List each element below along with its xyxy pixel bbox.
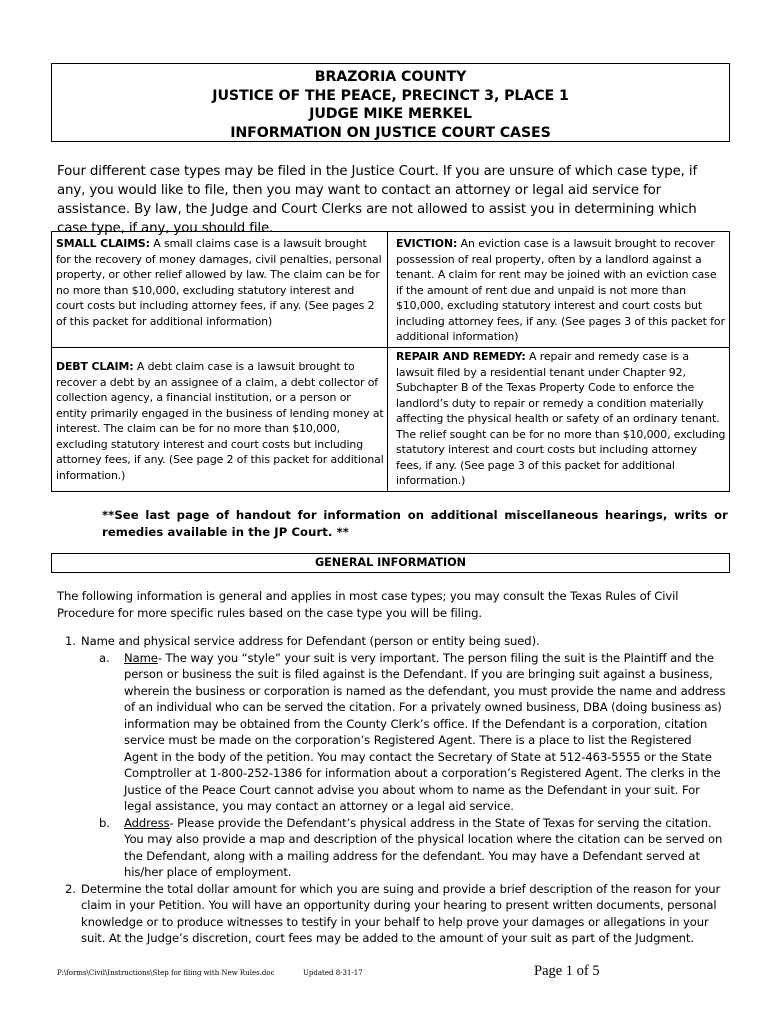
judge-name: JUDGE MIKE MERKEL <box>309 106 472 123</box>
general-intro-paragraph: The following information is general and applies in most case types; you may consult the Texas Rules of Civil Procedure for more specific rules based on the case type you will be filing. <box>57 589 679 620</box>
table-divider-vertical <box>387 232 388 491</box>
eviction-text: An eviction case is a lawsuit brought to recover possession of real property, often by a landlord against a tenant. A claim for rent may be joined with an eviction case if the amount of rent due and unpaid is not more than $10,000, excluding statutory interest and court costs but including attorney fees, if any. (See pages 3 of this packet for additional information) <box>396 237 725 343</box>
intro-paragraph: Four different case types may be filed in the Justice Court. If you are unsure of which case type, if any, you would like to file, then you may want to contact an attorney or legal aid service for assistance. By law, the Judge and Court Clerks are not allowed to assist you in determining which case type, if any, you should file. <box>57 164 698 236</box>
updated-date: Updated 8-31-17 <box>303 969 363 977</box>
eviction-label: EVICTION: <box>396 237 458 250</box>
file-path: P:\forms\Civil\Instructions\Step for filing with New Rules.doc <box>57 969 275 977</box>
debt-claim-text: A debt claim case is a lawsuit brought to recover a debt by an assignee of a claim, a debt collector of collection agency, a financial institution, or a person or entity primarily engaged in the business of lending money at interest. The claim can be for no more than $10,000, excluding statutory interest and court costs but including attorney fees, if any. (See page 2 of this packet for additional information.) <box>56 360 384 482</box>
list-item <box>57 881 727 947</box>
sub-item-text: - Please provide the Defendant’s physical address in the State of Texas for serving the citation. You may also provide a map and description of the physical location where the citation can be served on the Defendant, along with a mailing address for the defendant. You may have a Defendant served at his/her place of employment. <box>124 815 723 879</box>
document-title: INFORMATION ON JUSTICE COURT CASES <box>230 124 551 141</box>
list-item-text: Determine the total dollar amount for which you are suing and provide a brief description of the reason for your claim in your Petition. You will have an opportunity during your hearing to present written documents, personal knowledge or to produce witnesses to testify in your behalf to help prove your damages or allegations in your suit. At the Judge’s discretion, court fees may be added to the amount of your suit as part of the Judgment. <box>81 881 721 945</box>
instructions-list <box>57 633 727 947</box>
table-divider-horizontal <box>52 347 729 348</box>
page-number: Page 1 of 5 <box>534 963 600 979</box>
sub-item-term: Name <box>124 650 158 665</box>
small-claims-label: SMALL CLAIMS: <box>56 237 150 250</box>
list-item-number: 2. <box>65 881 76 896</box>
handout-note: **See last page of handout for information on additional miscellaneous hearings, writs or remedies available in the JP Court. ** <box>102 508 728 539</box>
debt-claim-cell <box>56 359 384 483</box>
list-item-number: 1. <box>65 634 76 648</box>
sub-item-text: - The way you “style” your suit is very important. The person filing the suit is the Plaintiff and the person or business the suit is filed against is the Defendant. If you are bringing suit against a business, wherein the business or corporation is named as the defendant, you must provide the name and address of an individual who can be served the citation. For a privately owned business, DBA (doing business as) information may be obtained from the County Clerk’s office. If the Defendant is a corporation, citation service must be made on the corporation’s Registered Agent. There is a place to list the Registered Agent in the body of the petition. You may contact the Secretary of State at 512-463-5555 or the State Comptroller at 1-800-252-1386 for information about a corporation’s Registered Agent. The clerks in the Justice of the Peace Court cannot advise you about whom to name as the Defendant in your suit. For legal assistance, you may contact an attorney or a legal aid service. <box>124 650 726 813</box>
sub-item-letter: a. <box>99 650 110 665</box>
small-claims-cell <box>56 236 384 329</box>
list-item-text: Name and physical service address for Defendant (person or entity being sued). <box>81 634 540 648</box>
small-claims-text: A small claims case is a lawsuit brought for the recovery of money damages, civil penalties, personal property, or other relief allowed by law. The claim can be for no more than $10,000, excluding statutory interest and court costs but including attorney fees, if any. (See pages 2 of this packet for additional information) <box>56 237 382 328</box>
repair-remedy-cell <box>396 349 726 489</box>
sub-item-letter: b. <box>99 815 110 830</box>
repair-remedy-label: REPAIR AND REMEDY: <box>396 350 526 363</box>
general-information-heading: GENERAL INFORMATION <box>51 553 730 573</box>
sub-item-term: Address <box>124 815 170 830</box>
list-item <box>57 633 727 881</box>
page-footer <box>57 963 727 983</box>
case-types-table <box>51 231 730 492</box>
county-title: BRAZORIA COUNTY <box>314 69 467 85</box>
debt-claim-label: DEBT CLAIM: <box>56 360 134 373</box>
sub-list-item-name <box>57 650 727 815</box>
court-title: JUSTICE OF THE PEACE, PRECINCT 3, PLACE 1 <box>212 87 569 104</box>
sub-list-item-address <box>57 815 727 881</box>
header-box <box>51 63 730 142</box>
repair-remedy-text: A repair and remedy case is a lawsuit filed by a residential tenant under Chapter 92, Subchapter B of the Texas Property Code to enforce the landlord’s duty to repair or remedy a condition materially affecting the physical health or safety of an ordinary tenant. The relief sought can be for no more than $10,000, excluding statutory interest and court costs but including attorney fees, if any. (See page 3 of this packet for additional information.) <box>396 350 726 487</box>
eviction-cell <box>396 236 726 345</box>
